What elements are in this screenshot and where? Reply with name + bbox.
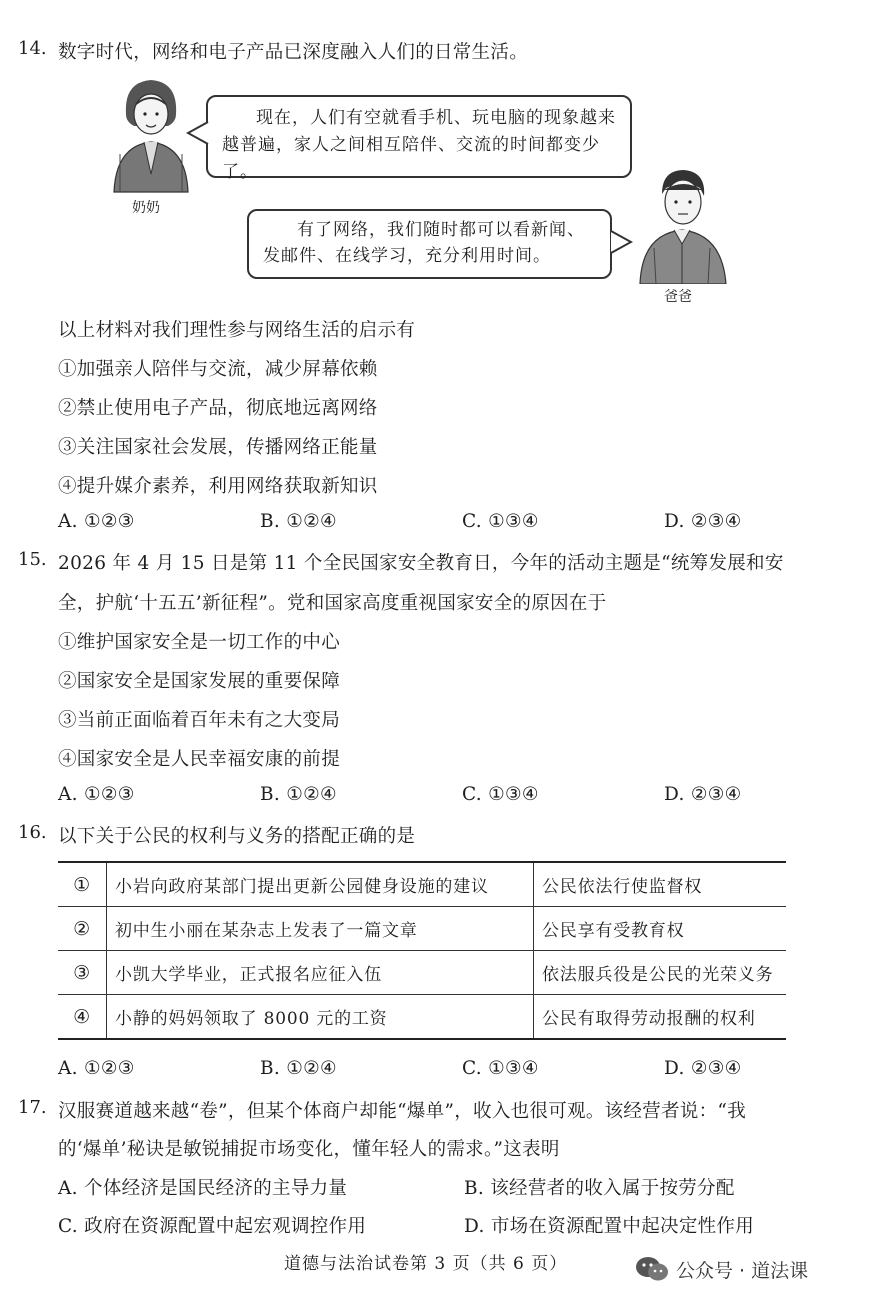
row-event: 初中生小丽在某杂志上发表了一篇文章: [107, 907, 534, 951]
q14-statement-1: ①加强亲人陪伴与交流，减少屏幕依赖: [58, 359, 378, 380]
dad-speech-text: 有了网络，我们随时都可以看新闻、发邮件、在线学习，充分利用时间。: [263, 220, 585, 266]
q14-question: 以上材料对我们理性参与网络生活的启示有: [58, 320, 416, 341]
grandma-illustration: [106, 74, 196, 194]
q17-option-a[interactable]: A. 个体经济是国民经济的主导力量: [58, 1178, 348, 1199]
table-row: [58, 995, 786, 1040]
wechat-icon: [634, 1255, 670, 1283]
dad-illustration: [634, 164, 730, 284]
q16-option-c[interactable]: C. ①③④: [462, 1058, 539, 1079]
q17-option-d[interactable]: D. 市场在资源配置中起决定性作用: [464, 1216, 755, 1237]
q15-statement-2: ②国家安全是国家发展的重要保障: [58, 671, 341, 692]
row-right-duty: 公民有取得劳动报酬的权利: [534, 995, 787, 1040]
row-number: ②: [58, 907, 107, 951]
q16-option-a[interactable]: A. ①②③: [58, 1058, 135, 1079]
q14-option-c[interactable]: C. ①③④: [462, 511, 539, 532]
q14-option-b[interactable]: B. ①②④: [260, 511, 337, 532]
grandma-label: 奶奶: [132, 200, 160, 216]
grandma-speech-text: 现在，人们有空就看手机、玩电脑的现象越来越普遍，家人之间相互陪伴、交流的时间都变少了。: [222, 108, 616, 182]
q16-option-b[interactable]: B. ①②④: [260, 1058, 337, 1079]
row-number: ①: [58, 862, 107, 907]
q16-stem: 以下关于公民的权利与义务的搭配正确的是: [58, 826, 416, 847]
watermark-text: 公众号 · 道法课: [676, 1259, 809, 1282]
table-row: [58, 862, 786, 907]
q15-option-d[interactable]: D. ②③④: [664, 784, 742, 805]
table-row: [58, 907, 786, 951]
q17-stem-line1: 汉服赛道越来越“卷”，但某个体商户却能“爆单”，收入也很可观。该经营者说：“我: [58, 1101, 746, 1122]
dad-label: 爸爸: [664, 289, 692, 305]
q17-option-c[interactable]: C. 政府在资源配置中起宏观调控作用: [58, 1216, 367, 1237]
grandma-bubble-tail: [186, 120, 210, 146]
q14-statement-3: ③关注国家社会发展，传播网络正能量: [58, 437, 378, 458]
row-number: ④: [58, 995, 107, 1040]
row-number: ③: [58, 951, 107, 995]
q15-statement-1: ①维护国家安全是一切工作的中心: [58, 632, 341, 653]
q14-option-a[interactable]: A. ①②③: [58, 511, 135, 532]
page-footer: 道德与法治试卷第 3 页（共 6 页）: [284, 1254, 568, 1274]
q17-stem-line2: 的‘爆单’秘诀是敏锐捕捉市场变化，懂年轻人的需求。”这表明: [58, 1139, 560, 1160]
q15-option-c[interactable]: C. ①③④: [462, 784, 539, 805]
q16-matching-table: [58, 861, 786, 1040]
q15-stem-line1: 2026 年 4 月 15 日是第 11 个全民国家安全教育日，今年的活动主题是“统筹发展和安: [58, 553, 784, 574]
row-event: 小凯大学毕业，正式报名应征入伍: [107, 951, 534, 995]
q15-option-a[interactable]: A. ①②③: [58, 784, 135, 805]
dad-speech-bubble: [247, 209, 612, 279]
grandma-speech-bubble: [206, 95, 632, 182]
row-event: 小岩向政府某部门提出更新公园健身设施的建议: [107, 862, 534, 907]
watermark: [634, 1255, 808, 1283]
row-right-duty: 依法服兵役是公民的光荣义务: [534, 951, 787, 995]
q14-statement-4: ④提升媒介素养，利用网络获取新知识: [58, 476, 378, 497]
row-right-duty: 公民享有受教育权: [534, 907, 787, 951]
q14-option-d[interactable]: D. ②③④: [664, 511, 742, 532]
q15-number: 15.: [18, 549, 47, 570]
q16-option-d[interactable]: D. ②③④: [664, 1058, 742, 1079]
q15-option-b[interactable]: B. ①②④: [260, 784, 337, 805]
row-event: 小静的妈妈领取了 8000 元的工资: [107, 995, 534, 1040]
q16-number: 16.: [18, 822, 47, 843]
q17-option-b[interactable]: B. 该经营者的收入属于按劳分配: [464, 1178, 735, 1199]
q14-statement-2: ②禁止使用电子产品，彻底地远离网络: [58, 398, 378, 419]
table-row: [58, 951, 786, 995]
q17-number: 17.: [18, 1097, 47, 1118]
q15-stem-line2: 全，护航‘十五五’新征程”。党和国家高度重视国家安全的原因在于: [58, 593, 607, 614]
row-right-duty: 公民依法行使监督权: [534, 862, 787, 907]
q15-statement-4: ④国家安全是人民幸福安康的前提: [58, 749, 341, 770]
dad-bubble-tail: [609, 229, 633, 255]
q14-stem: 数字时代，网络和电子产品已深度融入人们的日常生活。: [58, 42, 529, 63]
q15-statement-3: ③当前正面临着百年未有之大变局: [58, 710, 341, 731]
q14-number: 14.: [18, 38, 47, 59]
